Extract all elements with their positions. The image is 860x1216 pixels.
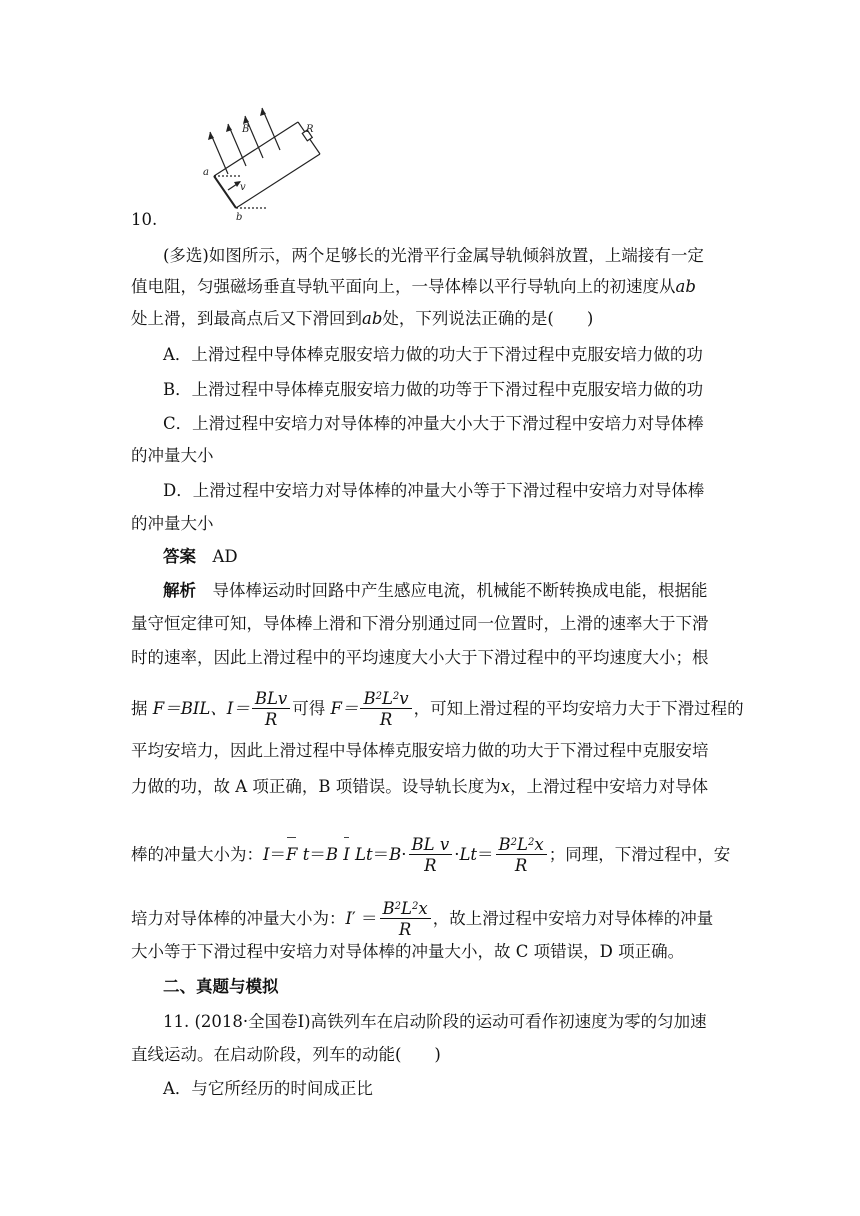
- figure-label-b-field: B: [242, 124, 250, 135]
- question-number: 10.: [131, 210, 158, 229]
- question-11-option-a: A．与它所经历的时间成正比: [163, 1079, 373, 1098]
- analysis-formula-line: 据 F＝BIL、I＝ $\frac{\text{BLv}}{R}$ 可得 F＝ $\frac{B^2L^2v}{R}$ ，可知上滑过程的平均安培力大于下滑过程的: [131, 689, 744, 730]
- figure-label-r: R: [306, 124, 314, 135]
- inclined-rails-figure: [200, 100, 340, 225]
- figure-label-v: v: [240, 182, 246, 193]
- analysis-line: 量守恒定律可知，导体棒上滑和下滑分别通过同一位置时，上滑的速率大于下滑: [131, 614, 709, 633]
- analysis-line: 时的速率，因此上滑过程中的平均速度大小大于下滑过程中的平均速度大小；根: [131, 648, 709, 667]
- question-stem: 值电阻，匀强磁场垂直导轨平面向上，一导体棒以平行导轨向上的初速度从ab: [131, 277, 696, 296]
- option-b: B．上滑过程中导体棒克服安培力做的功等于下滑过程中克服安培力做的功: [163, 380, 704, 399]
- option-c: C．上滑过程中安培力对导体棒的冲量大小大于下滑过程中安培力对导体棒: [163, 414, 704, 433]
- section-heading: 二、真题与模拟: [163, 977, 279, 996]
- question-11-stem-cont: 直线运动。在启动阶段，列车的动能( ): [131, 1045, 441, 1064]
- option-a: A．上滑过程中导体棒克服安培力做的功大于下滑过程中克服安培力做的功: [163, 345, 703, 364]
- question-stem: (多选)如图所示，两个足够长的光滑平行金属导轨倾斜放置，上端接有一定: [163, 246, 704, 265]
- answer: 答案 AD: [163, 547, 238, 566]
- analysis-line: 力做的功，故 A 项正确，B 项错误。设导轨长度为x，上滑过程中安培力对导体: [131, 777, 709, 796]
- analysis-line: 大小等于下滑过程中安培力对导体棒的冲量大小，故 C 项错误，D 项正确。: [131, 942, 685, 961]
- question-11-stem: 11. (2018·全国卷Ⅰ)高铁列车在启动阶段的运动可看作初速度为零的匀加速: [163, 1012, 707, 1031]
- option-d-cont: 的冲量大小: [131, 514, 214, 533]
- analysis-line: 平均安培力，因此上滑过程中导体棒克服安培力做的功大于下滑过程中克服安培: [131, 741, 709, 760]
- figure-label-a: a: [203, 167, 209, 178]
- analysis-impulse-line: 棒的冲量大小为：I＝F t＝B I Lt＝B· $\frac{\text{BL v}}{R}$ ·Lt＝ $\frac{B^2L^2x}{R}$ ；同理，下滑过程中，安: [131, 835, 731, 876]
- analysis-impulse-line-2: 培力对导体棒的冲量大小为：I′ ＝ $\frac{B^2L^2x}{R}$ ，故上滑过程中安培力对导体棒的冲量: [131, 899, 714, 940]
- figure-label-b-point: b: [236, 212, 243, 223]
- analysis: 解析 导体棒运动时回路中产生感应电流，机械能不断转换成电能，根据能: [163, 581, 708, 600]
- option-c-cont: 的冲量大小: [131, 446, 214, 465]
- question-stem: 处上滑，到最高点后又下滑回到ab处，下列说法正确的是( ): [131, 309, 594, 328]
- option-d: D．上滑过程中安培力对导体棒的冲量大小等于下滑过程中安培力对导体棒: [163, 481, 705, 500]
